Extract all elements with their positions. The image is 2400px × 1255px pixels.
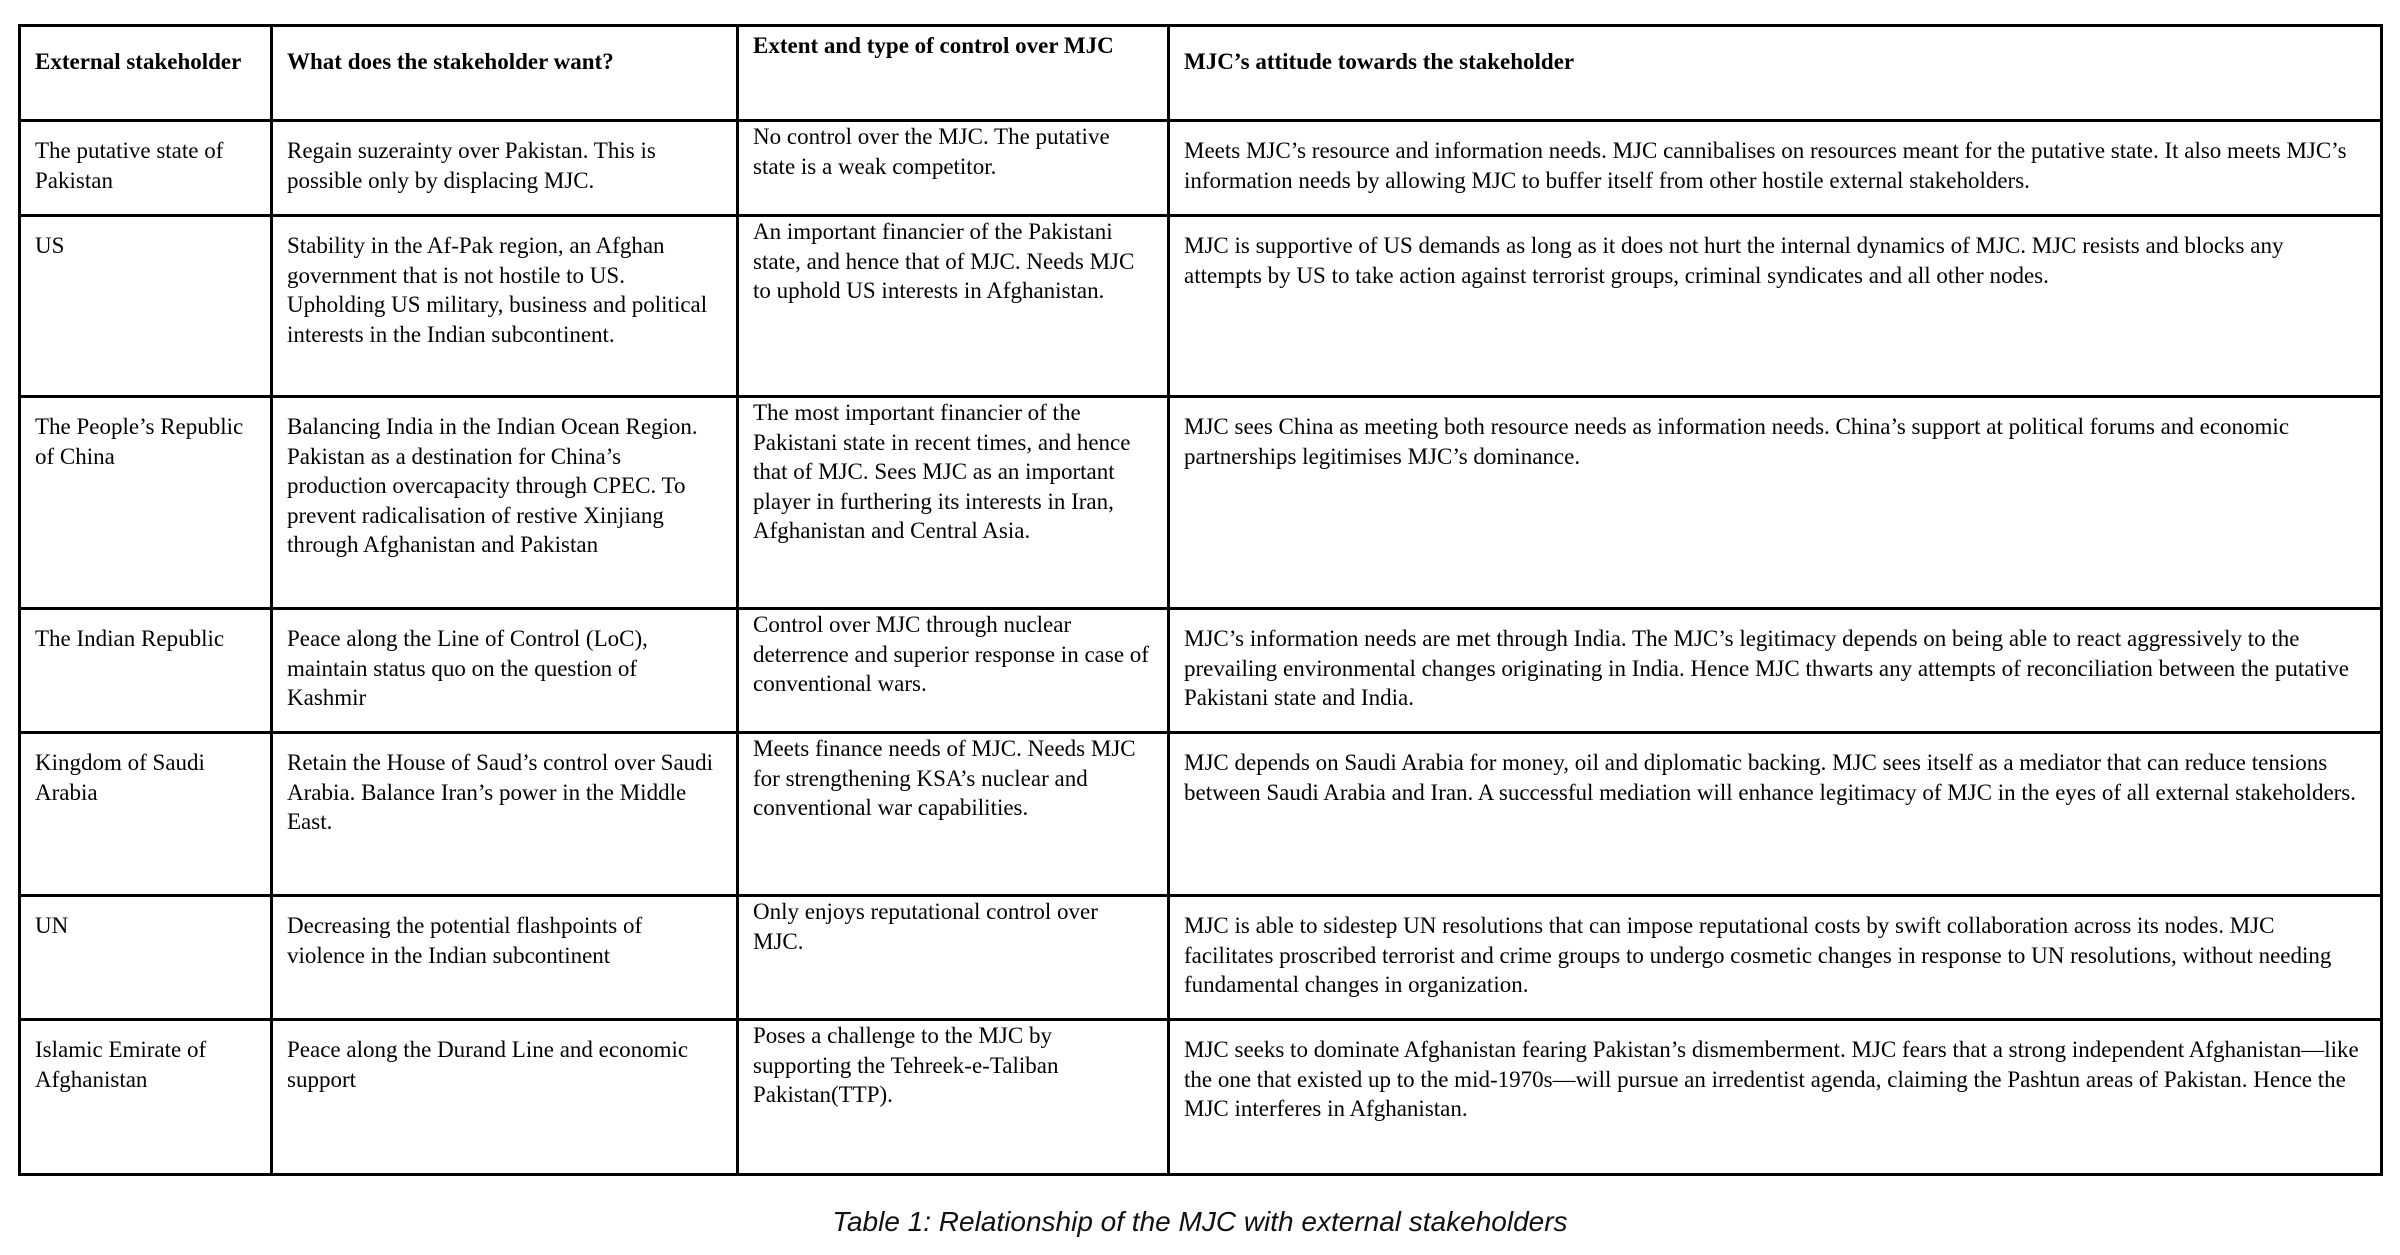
cell-stakeholder: The putative state of Pakistan [20,121,272,216]
cell-stakeholder: UN [20,896,272,1020]
table-row [20,733,2382,896]
table-row [20,609,2382,733]
cell-wants: Retain the House of Saud’s control over Saudi Arabia. Balance Iran’s power in the Middle East. [272,733,738,896]
cell-attitude: MJC is able to sidestep UN resolutions that can impose reputational costs by swift collaboration across its nodes. MJC facilitates proscribed terrorist and crime groups to undergo cosmetic changes in response to UN resolutions, without needing fundamental changes in organization. [1169,896,2382,1020]
cell-wants: Decreasing the potential flashpoints of violence in the Indian subcontinent [272,896,738,1020]
cell-control: Poses a challenge to the MJC by supporting the Tehreek-e-Taliban Pakistan(TTP). [738,1020,1169,1175]
cell-stakeholder: The Indian Republic [20,609,272,733]
table-caption: Table 1: Relationship of the MJC with external stakeholders [832,1206,1568,1237]
cell-attitude: MJC sees China as meeting both resource needs as information needs. China’s support at political forums and economic partnerships legitimises MJC’s dominance. [1169,397,2382,609]
table-row [20,121,2382,216]
cell-attitude: MJC seeks to dominate Afghanistan fearing Pakistan’s dismemberment. MJC fears that a strong independent Afghanistan—like the one that existed up to the mid-1970s—will pursue an irredentist agenda, claiming the Pashtun areas of Pakistan. Hence the MJC interferes in Afghanistan. [1169,1020,2382,1175]
table-row [20,216,2382,397]
table-row [20,397,2382,609]
cell-attitude: MJC is supportive of US demands as long as it does not hurt the internal dynamics of MJC. MJC resists and blocks any attempts by US to take action against terrorist groups, criminal syndicates and all other nodes. [1169,216,2382,397]
cell-attitude: Meets MJC’s resource and information needs. MJC cannibalises on resources meant for the putative state. It also meets MJC’s information needs by allowing MJC to buffer itself from other hostile external stakeholders. [1169,121,2382,216]
table-row [20,1020,2382,1175]
cell-control: An important financier of the Pakistani state, and hence that of MJC. Needs MJC to uphold US interests in Afghanistan. [738,216,1169,397]
cell-control: Meets finance needs of MJC. Needs MJC for strengthening KSA’s nuclear and conventional war capabilities. [738,733,1169,896]
header-stakeholder-wants: What does the stakeholder want? [272,26,738,121]
cell-wants: Peace along the Durand Line and economic support [272,1020,738,1175]
cell-stakeholder: The People’s Republic of China [20,397,272,609]
cell-control: The most important financier of the Pakistani state in recent times, and hence that of MJC. Sees MJC as an important player in furthering its interests in Iran, Afghanistan and Central Asia. [738,397,1169,609]
cell-stakeholder: Islamic Emirate of Afghanistan [20,1020,272,1175]
header-control-over-mjc: Extent and type of control over MJC [738,26,1169,121]
cell-control: Control over MJC through nuclear deterrence and superior response in case of conventional wars. [738,609,1169,733]
cell-attitude: MJC depends on Saudi Arabia for money, oil and diplomatic backing. MJC sees itself as a mediator that can reduce tensions between Saudi Arabia and Iran. A successful mediation will enhance legitimacy of MJC in the eyes of all external stakeholders. [1169,733,2382,896]
cell-control: Only enjoys reputational control over MJC. [738,896,1169,1020]
cell-wants: Balancing India in the Indian Ocean Region. Pakistan as a destination for China’s production overcapacity through CPEC. To prevent radicalisation of restive Xinjiang through Afghanistan and Pakistan [272,397,738,609]
cell-stakeholder: Kingdom of Saudi Arabia [20,733,272,896]
cell-wants: Stability in the Af-Pak region, an Afghan government that is not hostile to US. Upholding US military, business and political interests in the Indian subcontinent. [272,216,738,397]
stakeholder-table [18,24,2383,1176]
cell-wants: Peace along the Line of Control (LoC), maintain status quo on the question of Kashmir [272,609,738,733]
header-mjc-attitude: MJC’s attitude towards the stakeholder [1169,26,2382,121]
cell-attitude: MJC’s information needs are met through India. The MJC’s legitimacy depends on being able to react aggressively to the prevailing environmental changes originating in India. Hence MJC thwarts any attempts of reconciliation between the putative Pakistani state and India. [1169,609,2382,733]
table-row [20,896,2382,1020]
table-header-row [20,26,2382,121]
header-external-stakeholder: External stakeholder [20,26,272,121]
cell-stakeholder: US [20,216,272,397]
cell-wants: Regain suzerainty over Pakistan. This is possible only by displacing MJC. [272,121,738,216]
cell-control: No control over the MJC. The putative state is a weak competitor. [738,121,1169,216]
